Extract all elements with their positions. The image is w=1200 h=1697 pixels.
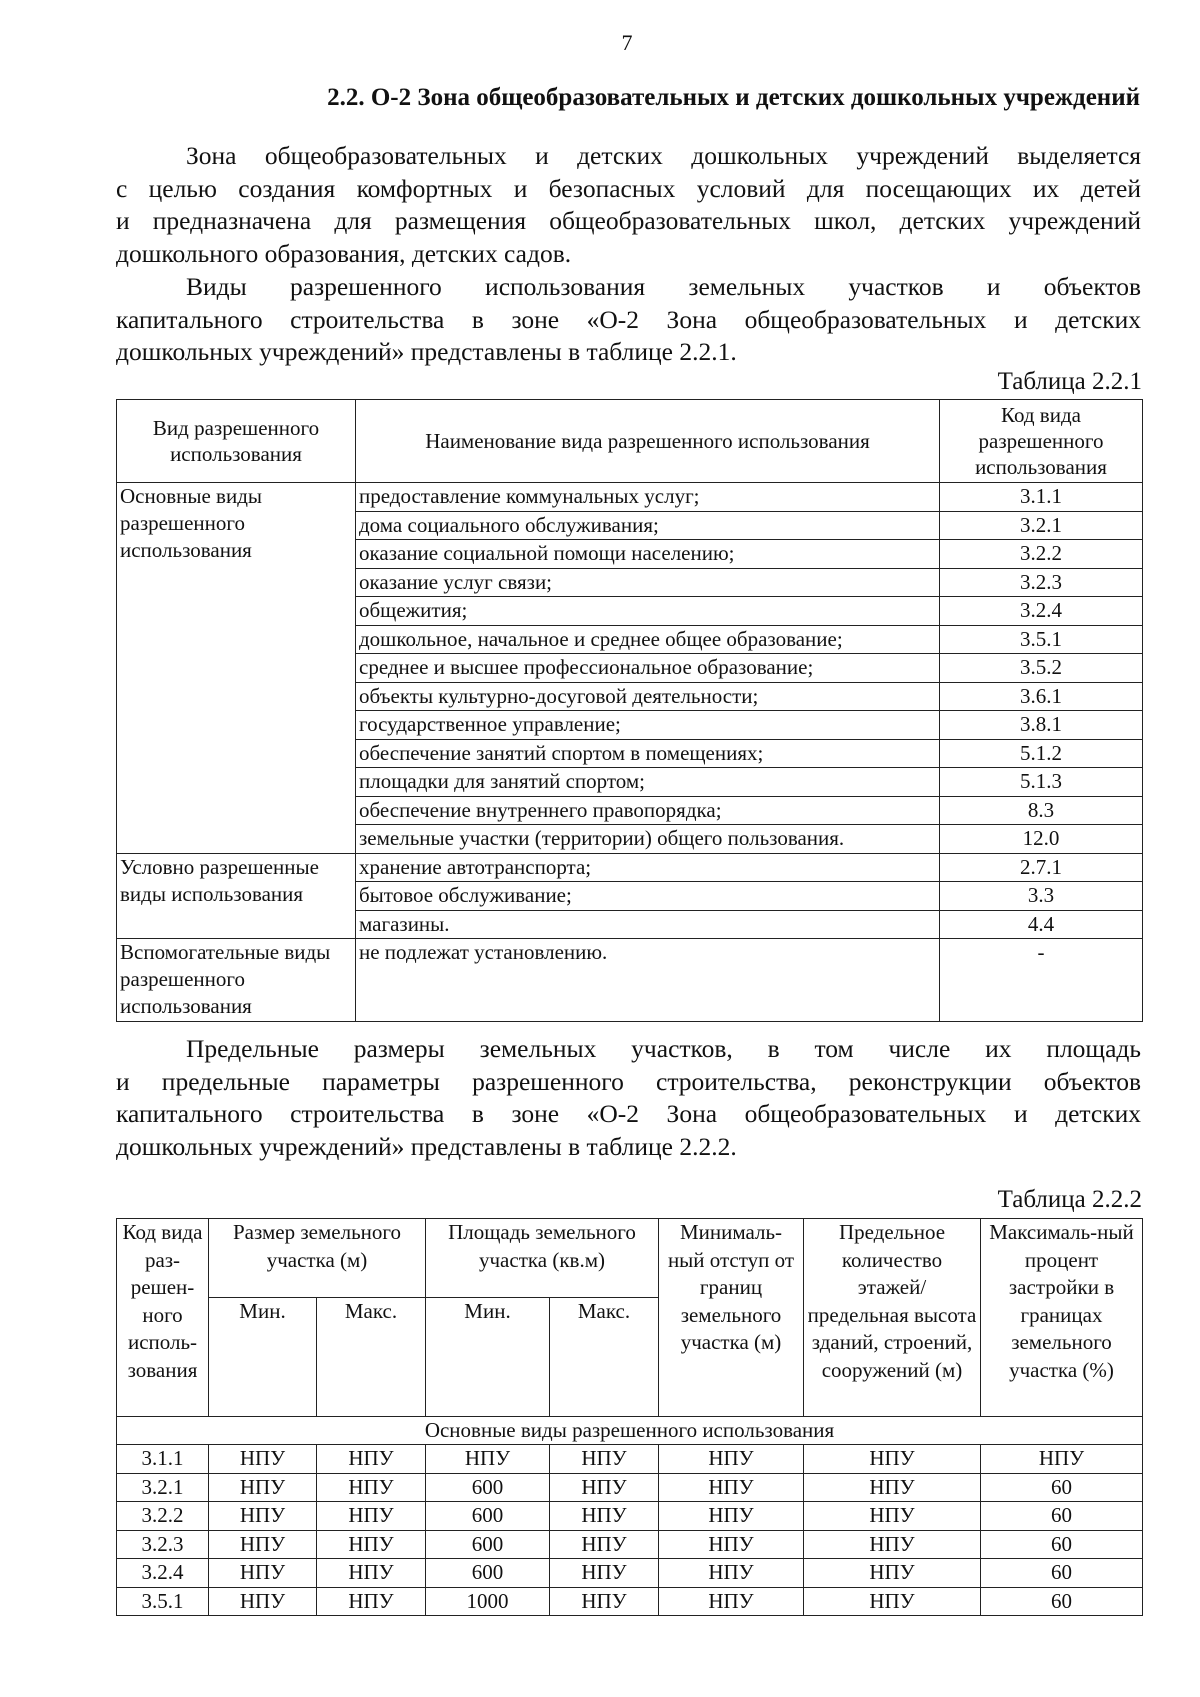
table-cell: НПУ	[209, 1530, 317, 1559]
table-cell: НПУ	[209, 1473, 317, 1502]
use-code: 3.2.4	[940, 597, 1143, 626]
table-cell: 60	[981, 1559, 1143, 1588]
table-cell: НПУ	[550, 1445, 659, 1474]
table-cell: 1000	[426, 1587, 550, 1616]
group-label: Условно разрешенные виды использования	[117, 853, 356, 939]
text-line: Зона общеобразовательных и детских дошкольных учреждений выделяется	[186, 141, 1141, 170]
column-header-setback: Минималь-ный отступ от границ земельного участка (м)	[659, 1219, 804, 1417]
use-code: 3.2.2	[940, 540, 1143, 569]
use-code: 2.7.1	[940, 853, 1143, 882]
use-name: общежития;	[356, 597, 940, 626]
text-line: капитального строительства в зоне «О-2 Зона общеобразовательных и детских	[116, 1099, 1141, 1128]
table-row	[117, 1559, 1143, 1588]
table-cell: НПУ	[659, 1587, 804, 1616]
use-name: площадки для занятий спортом;	[356, 768, 940, 797]
table-cell: 60	[981, 1473, 1143, 1502]
table-cell: НПУ	[981, 1445, 1143, 1474]
column-header: Наименование вида разрешенного использования	[356, 400, 940, 483]
table-row	[117, 1445, 1143, 1474]
table-cell: НПУ	[804, 1530, 981, 1559]
table-cell: 3.2.4	[117, 1559, 209, 1588]
table-row	[117, 483, 1143, 512]
text-line: с целью создания комфортных и безопасных условий для посещающих их детей	[116, 173, 1141, 203]
table-cell: НПУ	[659, 1530, 804, 1559]
table-cell: 3.2.2	[117, 1502, 209, 1531]
paragraph-intro	[116, 140, 1141, 270]
column-header-size: Размер земельного участка (м)	[209, 1219, 426, 1298]
table-cell: НПУ	[209, 1587, 317, 1616]
column-header-area: Площадь земельного участка (кв.м)	[426, 1219, 659, 1298]
use-name: оказание услуг связи;	[356, 568, 940, 597]
table-cell: НПУ	[426, 1445, 550, 1474]
table-cell: 600	[426, 1530, 550, 1559]
text-line: дошкольного образования, детских садов.	[116, 238, 572, 268]
table-cell: НПУ	[209, 1445, 317, 1474]
table-cell: НПУ	[209, 1502, 317, 1531]
text-line: Виды разрешенного использования земельных участков и объектов	[186, 272, 1141, 301]
use-code: 3.2.1	[940, 511, 1143, 540]
subheader-min: Мин.	[426, 1298, 550, 1417]
table-cell: НПУ	[804, 1587, 981, 1616]
table-cell: НПУ	[659, 1559, 804, 1588]
text-line: Предельные размеры земельных участков, в том числе их площадь	[186, 1034, 1141, 1063]
table-cell: 3.5.1	[117, 1587, 209, 1616]
table-cell: 3.2.3	[117, 1530, 209, 1559]
column-header: Код вида разрешенного использования	[940, 400, 1143, 483]
table-row	[117, 1502, 1143, 1531]
group-label: Вспомогательные виды разрешенного использования	[117, 939, 356, 1022]
text-line: капитального строительства в зоне «О-2 Зона общеобразовательных и детских	[116, 304, 1141, 334]
table-cell: НПУ	[659, 1445, 804, 1474]
use-name: государственное управление;	[356, 711, 940, 740]
use-name: обеспечение занятий спортом в помещениях;	[356, 739, 940, 768]
use-name: дошкольное, начальное и среднее общее образование;	[356, 625, 940, 654]
table-row	[117, 939, 1143, 1022]
paragraph-table1-ref	[116, 271, 1141, 369]
use-name: не подлежат установлению.	[356, 939, 940, 1022]
use-code: 5.1.3	[940, 768, 1143, 797]
table-row	[117, 1530, 1143, 1559]
table-cell: 60	[981, 1530, 1143, 1559]
table-cell: 600	[426, 1473, 550, 1502]
table-cell: НПУ	[804, 1473, 981, 1502]
table-cell: НПУ	[317, 1445, 426, 1474]
use-code: 3.2.3	[940, 568, 1143, 597]
table-cell: 60	[981, 1587, 1143, 1616]
use-code: 3.3	[940, 882, 1143, 911]
subheader-max: Макс.	[317, 1298, 426, 1417]
column-header: Вид разрешенного использования	[117, 400, 356, 483]
table-cell: 600	[426, 1559, 550, 1588]
use-name: оказание социальной помощи населению;	[356, 540, 940, 569]
text-line: дошкольных учреждений» представлены в таблице 2.2.1.	[116, 337, 737, 366]
group-label: Основные виды разрешенного использования	[117, 483, 356, 854]
table-parameters	[116, 1218, 1143, 1616]
use-name: предоставление коммунальных услуг;	[356, 483, 940, 512]
use-code: 4.4	[940, 910, 1143, 939]
table-cell: НПУ	[659, 1473, 804, 1502]
use-code: 3.8.1	[940, 711, 1143, 740]
use-code: 3.6.1	[940, 682, 1143, 711]
table-cell: НПУ	[317, 1473, 426, 1502]
section-heading: 2.2. О-2 Зона общеобразовательных и детских дошкольных учреждений	[327, 84, 1140, 111]
use-code: -	[940, 939, 1143, 1022]
table-row	[117, 1587, 1143, 1616]
table-cell: НПУ	[550, 1502, 659, 1531]
page-number: 7	[621, 30, 633, 55]
table-permitted-uses	[116, 399, 1143, 1022]
column-header-floors: Предельное количество этажей/ предельная высота зданий, строений, сооружений (м)	[804, 1219, 981, 1417]
paragraph-table2-ref	[116, 1033, 1141, 1163]
text-line: и предельные параметры разрешенного строительства, реконструкции объектов	[116, 1066, 1141, 1096]
use-code: 3.5.2	[940, 654, 1143, 683]
table-cell: НПУ	[550, 1530, 659, 1559]
column-header-code: Код вида раз-решен-ного исполь-зования	[117, 1219, 209, 1417]
table-cell: НПУ	[659, 1502, 804, 1531]
use-name: земельные участки (территории) общего пользования.	[356, 825, 940, 854]
table-cell: НПУ	[550, 1473, 659, 1502]
use-code: 3.1.1	[940, 483, 1143, 512]
table-cell: 600	[426, 1502, 550, 1531]
table-cell: 60	[981, 1502, 1143, 1531]
table-row	[117, 853, 1143, 882]
table-cell: НПУ	[804, 1559, 981, 1588]
table-cell: 3.2.1	[117, 1473, 209, 1502]
table-cell: НПУ	[317, 1587, 426, 1616]
table-cell: НПУ	[804, 1502, 981, 1531]
table-cell: НПУ	[317, 1559, 426, 1588]
column-header-percent: Максималь-ный процент застройки в границах земельного участка (%)	[981, 1219, 1143, 1417]
use-code: 8.3	[940, 796, 1143, 825]
text-line: и предназначена для размещения общеобразовательных школ, детских учреждений	[116, 206, 1141, 235]
use-name: магазины.	[356, 910, 940, 939]
use-name: дома социального обслуживания;	[356, 511, 940, 540]
table-cell: НПУ	[550, 1559, 659, 1588]
use-name: среднее и высшее профессиональное образование;	[356, 654, 940, 683]
table-row	[117, 1473, 1143, 1502]
text-line: дошкольных учреждений» представлены в таблице 2.2.2.	[116, 1131, 737, 1161]
use-name: бытовое обслуживание;	[356, 882, 940, 911]
use-name: обеспечение внутреннего правопорядка;	[356, 796, 940, 825]
use-code: 5.1.2	[940, 739, 1143, 768]
table-cell: НПУ	[804, 1445, 981, 1474]
use-name: объекты культурно-досуговой деятельности;	[356, 682, 940, 711]
table-cell: 3.1.1	[117, 1445, 209, 1474]
subheader-max: Макс.	[550, 1298, 659, 1417]
use-code: 3.5.1	[940, 625, 1143, 654]
table-cell: НПУ	[317, 1502, 426, 1531]
use-code: 12.0	[940, 825, 1143, 854]
subheader-min: Мин.	[209, 1298, 317, 1417]
table-cell: НПУ	[317, 1530, 426, 1559]
table-cell: НПУ	[209, 1559, 317, 1588]
table2-label: Таблица 2.2.2	[997, 1186, 1142, 1213]
use-name: хранение автотранспорта;	[356, 853, 940, 882]
table1-label: Таблица 2.2.1	[997, 368, 1142, 395]
section-row: Основные виды разрешенного использования	[117, 1417, 1143, 1445]
table-cell: НПУ	[550, 1587, 659, 1616]
